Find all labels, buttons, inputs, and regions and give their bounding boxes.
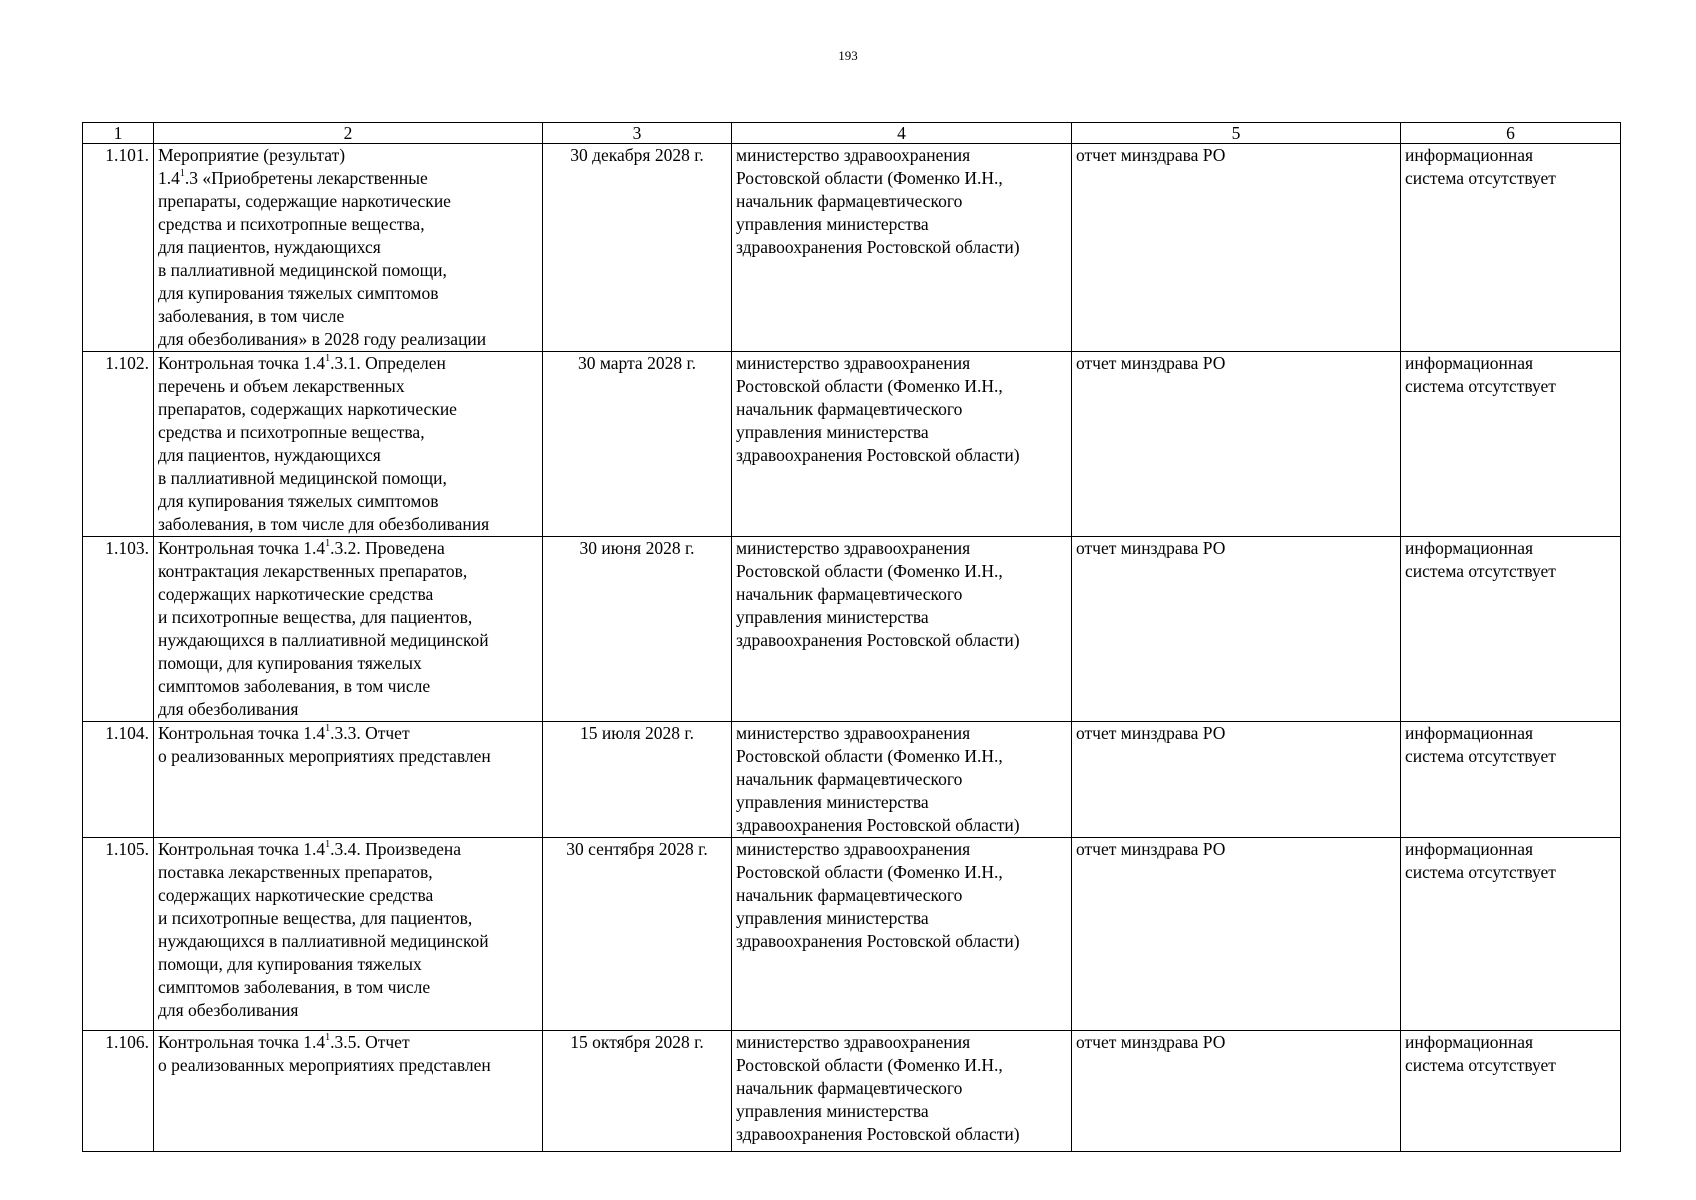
confirming-document: отчет минздрава РО [1072, 838, 1401, 1031]
confirming-document: отчет минздрава РО [1072, 144, 1401, 352]
superscript: 1 [325, 538, 331, 550]
deadline-date: 15 октября 2028 г. [543, 1031, 732, 1152]
column-number-row [83, 123, 1621, 144]
row-number: 1.105. [83, 838, 154, 1031]
confirming-document: отчет минздрава РО [1072, 352, 1401, 537]
information-system: информационная система отсутствует [1401, 537, 1621, 722]
responsible-executor: министерство здравоохранения Ростовской области (Фоменко И.Н., начальник фармацевтического управления министерства здравоохранения Ростовской области) [732, 352, 1072, 537]
deadline-date: 30 марта 2028 г. [543, 352, 732, 537]
column-header: 3 [543, 123, 732, 144]
superscript: 1 [325, 839, 331, 851]
table-row [83, 1031, 1621, 1152]
page-number: 193 [838, 48, 858, 63]
deadline-date: 30 сентября 2028 г. [543, 838, 732, 1031]
superscript: 1 [325, 723, 331, 735]
column-header: 5 [1072, 123, 1401, 144]
event-description: Контрольная точка $1.4^1.3.3$. Отчет о реализованных мероприятиях представлен [154, 722, 543, 838]
information-system: информационная система отсутствует [1401, 144, 1621, 352]
information-system: информационная система отсутствует [1401, 1031, 1621, 1152]
plan-table [82, 122, 1621, 1152]
information-system: информационная система отсутствует [1401, 352, 1621, 537]
table-row [83, 352, 1621, 537]
column-header: 2 [154, 123, 543, 144]
column-header: 4 [732, 123, 1072, 144]
row-number: 1.103. [83, 537, 154, 722]
event-description: Контрольная точка $1.4^1.3.4$. Произведена поставка лекарственных препаратов, содержащих наркотические средства и психотропные вещества, для пациентов, нуждающихся в паллиативной медицинской помощи, для купирования тяжелых симптомов заболевания, в том числе для обезболивания [154, 838, 543, 1031]
superscript: 1 [325, 1032, 331, 1044]
event-description: Контрольная точка $1.4^1.3.2$. Проведена контрактация лекарственных препаратов, содержащих наркотические средства и психотропные вещества, для пациентов, нуждающихся в паллиативной медицинской помощи, для купирования тяжелых симптомов заболевания, в том числе для обезболивания [154, 537, 543, 722]
table-row [83, 838, 1621, 1031]
responsible-executor: министерство здравоохранения Ростовской области (Фоменко И.Н., начальник фармацевтического управления министерства здравоохранения Ростовской области) [732, 144, 1072, 352]
deadline-date: 30 июня 2028 г. [543, 537, 732, 722]
row-number: 1.102. [83, 352, 154, 537]
deadline-date: 15 июля 2028 г. [543, 722, 732, 838]
superscript: 1 [179, 168, 185, 180]
event-description: Контрольная точка $1.4^1.3.1$. Определен перечень и объем лекарственных препаратов, содержащих наркотические средства и психотропные вещества, для пациентов, нуждающихся в паллиативной медицинской помощи, для купирования тяжелых симптомов заболевания, в том числе для обезболивания [154, 352, 543, 537]
responsible-executor: министерство здравоохранения Ростовской области (Фоменко И.Н., начальник фармацевтического управления министерства здравоохранения Ростовской области) [732, 1031, 1072, 1152]
event-description: Мероприятие (результат) $1.4^1.3$ «Приобретены лекарственные препараты, содержащие наркотические средства и психотропные вещества, для пациентов, нуждающихся в паллиативной медицинской помощи, для купирования тяжелых симптомов заболевания, в том числе для обезболивания» в 2028 году реализации [154, 144, 543, 352]
row-number: 1.104. [83, 722, 154, 838]
confirming-document: отчет минздрава РО [1072, 1031, 1401, 1152]
responsible-executor: министерство здравоохранения Ростовской области (Фоменко И.Н., начальник фармацевтического управления министерства здравоохранения Ростовской области) [732, 537, 1072, 722]
responsible-executor: министерство здравоохранения Ростовской области (Фоменко И.Н., начальник фармацевтического управления министерства здравоохранения Ростовской области) [732, 838, 1072, 1031]
responsible-executor: министерство здравоохранения Ростовской области (Фоменко И.Н., начальник фармацевтического управления министерства здравоохранения Ростовской области) [732, 722, 1072, 838]
table-row [83, 722, 1621, 838]
event-description: Контрольная точка $1.4^1.3.5$. Отчет о реализованных мероприятиях представлен [154, 1031, 543, 1152]
confirming-document: отчет минздрава РО [1072, 537, 1401, 722]
information-system: информационная система отсутствует [1401, 722, 1621, 838]
information-system: информационная система отсутствует [1401, 838, 1621, 1031]
column-header: 1 [83, 123, 154, 144]
column-header: 6 [1401, 123, 1621, 144]
table-row [83, 144, 1621, 352]
row-number: 1.106. [83, 1031, 154, 1152]
superscript: 1 [325, 353, 331, 365]
table-row [83, 537, 1621, 722]
confirming-document: отчет минздрава РО [1072, 722, 1401, 838]
deadline-date: 30 декабря 2028 г. [543, 144, 732, 352]
row-number: 1.101. [83, 144, 154, 352]
